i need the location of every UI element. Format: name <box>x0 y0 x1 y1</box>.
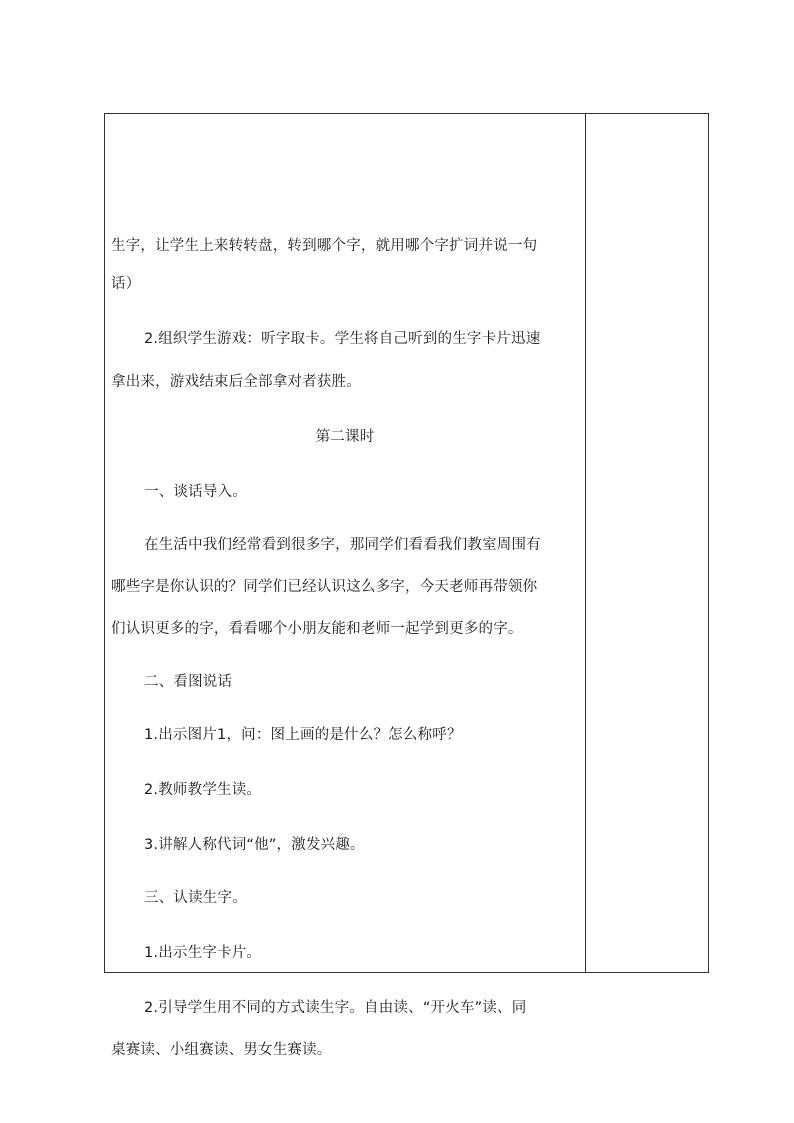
section-heading-second-lesson: 第二课时 <box>315 429 375 445</box>
lesson-plan-table <box>104 113 709 1058</box>
lesson-content-cell <box>105 114 586 1058</box>
text-line-12: 2.教师教学生读。 <box>144 782 262 798</box>
text-line-11: 1.出示图片1，问：图上画的是什么？怎么称呼？ <box>144 727 462 743</box>
text-line-16: 2.引导学生用不同的方式读生字。自由读、“开火车”读、同 <box>144 1000 527 1016</box>
notes-cell <box>586 114 708 972</box>
text-line-17: 桌赛读、小组赛读、男女生赛读。 <box>111 1042 332 1058</box>
text-line-15: 1.出示生字卡片。 <box>144 945 262 961</box>
text-line-4: 拿出来，游戏结束后全部拿对者获胜。 <box>111 374 361 390</box>
text-line-13: 3.讲解人称代词“他”，激发兴趣。 <box>144 837 365 853</box>
text-line-9: 们认识更多的字，看看哪个小朋友能和老师一起学到更多的字。 <box>111 621 523 637</box>
text-line-8: 哪些字是你认识的？同学们已经认识这么多字，今天老师再带领你 <box>111 579 538 595</box>
text-line-3: 2.组织学生游戏：听字取卡。学生将自己听到的生字卡片迅速 <box>144 331 541 347</box>
heading-picture-talk: 二、看图说话 <box>144 674 233 690</box>
text-line-2: 话） <box>111 276 141 292</box>
heading-read-characters: 三、认读生字。 <box>144 890 247 906</box>
heading-intro: 一、谈话导入。 <box>144 484 247 500</box>
text-line-7: 在生活中我们经常看到很多字，那同学们看看我们教室周围有 <box>144 537 541 553</box>
text-line-1: 生字，让学生上来转转盘，转到哪个字，就用哪个字扩词并说一句 <box>111 238 538 254</box>
